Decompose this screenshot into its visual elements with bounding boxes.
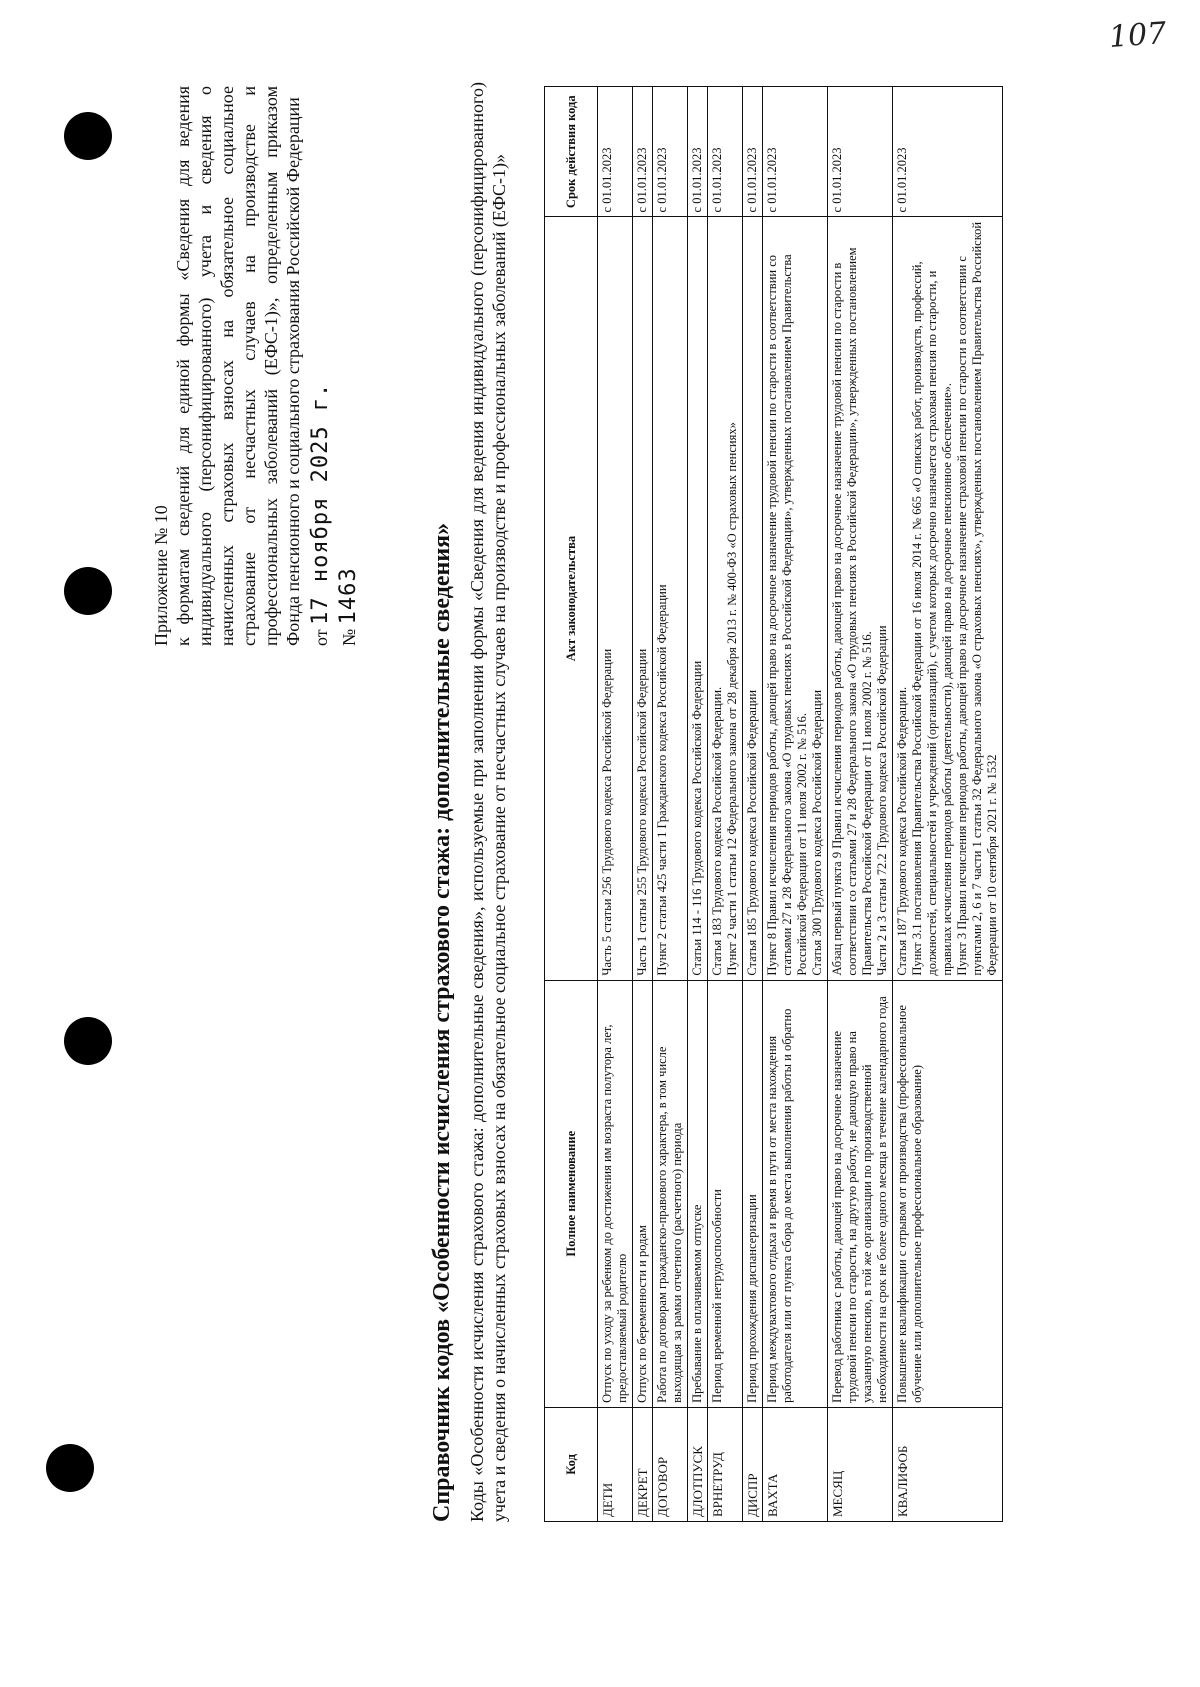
row-full-name: Отпуск по уходу за ребенком до достижения им возраста полутора лет, предоставляемый родителю xyxy=(598,980,633,1407)
document-title: Справочник кодов «Особенности исчисления страхового стажа: дополнительные сведения» xyxy=(429,522,455,1522)
row-code: ДОГОВОР xyxy=(653,1407,688,1521)
header-act: Акт законодательства xyxy=(545,217,598,980)
row-code: МЕСЯЦ xyxy=(828,1407,893,1521)
legal-act-line: Пункт 2 статьи 425 части 1 Гражданского кодекса Российской Федерации xyxy=(655,584,669,976)
rotated-document-page xyxy=(0,50,1200,1530)
row-full-name: Период прохождения диспансеризации xyxy=(743,980,763,1407)
row-valid-from: с 01.01.2023 xyxy=(688,87,708,217)
legal-act-line: Статья 185 Трудового кодекса Российской Федерации xyxy=(745,689,759,976)
row-valid-from: с 01.01.2023 xyxy=(598,87,633,217)
legal-act-line: Пункт 3.1 постановления Правительства Российской Федерации от 16 июля 2014 г. № 665 «О списках работ, производств, профессий, должностей, специальностей и учреждений (организаций), с учетом которых досрочно назначается страховая пенсия по старости, и правилах исчисления периодов работы (деятельности), дающей право на досрочное пенсионное обеспечение». xyxy=(910,261,954,976)
row-legal-act xyxy=(598,217,633,980)
table-row xyxy=(743,87,763,1522)
row-code: ДЕКРЕТ xyxy=(633,1407,653,1521)
table-row xyxy=(708,87,743,1522)
row-legal-act xyxy=(743,217,763,980)
annex-number-line xyxy=(338,86,360,646)
row-code: ДЕТИ xyxy=(598,1407,633,1521)
row-full-name: Повышение квалификации с отрывом от производства (профессиональное обучение или дополнительное профессиональное образование) xyxy=(893,980,1003,1407)
legal-act-line: Абзац первый пункта 9 Правил исчисления периодов работы, дающей право на досрочное назначение трудовой пенсии по старости в соответствии со статьями 27 и 28 Федерального закона «О трудовых пенсиях в Российской Федерации», утвержденных постановлением Правительства Российской Федерации от 11 июля 2002 г. № 516. xyxy=(830,247,874,976)
row-legal-act xyxy=(633,217,653,980)
table-row xyxy=(893,87,1003,1522)
legal-act-line: Пункт 2 части 1 статьи 12 Федерального закона от 28 декабря 2013 г. № 400-ФЗ «О страховых пенсиях» xyxy=(725,422,739,976)
row-legal-act xyxy=(828,217,893,980)
row-code: ДИСПР xyxy=(743,1407,763,1521)
annex-title: Приложение № 10 xyxy=(151,505,171,646)
legal-act-line: Часть 5 статьи 256 Трудового кодекса Российской Федерации xyxy=(600,648,614,976)
row-valid-from: с 01.01.2023 xyxy=(708,87,743,217)
handwritten-page-number: 107 xyxy=(1107,16,1168,55)
annex-number-label: № xyxy=(339,628,359,646)
legal-act-line: Части 2 и 3 статьи 72.2 Трудового кодекса Российской Федерации xyxy=(875,625,889,976)
header-code: Код xyxy=(545,1407,598,1521)
annex-number: 1463 xyxy=(336,567,361,625)
legal-act-line: Статья 183 Трудового кодекса Российской Федерации. xyxy=(710,686,724,976)
row-full-name: Перевод работника с работы, дающей право на досрочное назначение трудовой пенсии по старости, на другую работу, не дающую право на указанную пенсию, в той же организации по производственной необходимости на срок не более одного месяца в течение календарного года xyxy=(828,980,893,1407)
row-legal-act xyxy=(893,217,1003,980)
codes-table xyxy=(544,86,1003,1522)
row-legal-act xyxy=(763,217,828,980)
header-date: Срок действия кода xyxy=(545,87,598,217)
row-legal-act xyxy=(688,217,708,980)
legal-act-line: Статья 187 Трудового кодекса Российской Федерации. xyxy=(895,686,909,976)
annex-date: 17 ноября 2025 г. xyxy=(308,382,333,625)
annex-from-label: от xyxy=(311,629,331,646)
legal-act-line: Статьи 114 - 116 Трудового кодекса Российской Федерации xyxy=(690,660,704,976)
row-code: КВАЛИФОБ xyxy=(893,1407,1003,1521)
row-valid-from: с 01.01.2023 xyxy=(828,87,893,217)
row-code: ВАХТА xyxy=(763,1407,828,1521)
row-full-name: Работа по договорам гражданско-правового характера, в том числе выходящая за рамки отчетного (расчетного) периода xyxy=(653,980,688,1407)
table-row xyxy=(633,87,653,1522)
row-valid-from: с 01.01.2023 xyxy=(743,87,763,217)
legal-act-line: Пункт 3 Правил исчисления периодов работы, дающей право на досрочное назначение страховой пенсии по старости в соответствии с пунктами 2, 6 и 7 части 1 статьи 32 Федерального закона «О страховых пенсиях», утвержденных постановлением Правительства Российской Федерации от 10 сентября 2021 г. № 1532 xyxy=(955,221,999,976)
table-header-row xyxy=(545,87,598,1522)
legal-act-line: Пункт 8 Правил исчисления периодов работы, дающей право на досрочное назначение трудовой пенсии по старости в соответствии со статьями 27 и 28 Федерального закона «О трудовых пенсиях в Российской Федерации», утвержденных постановлением Правительства Российской Федерации от 11 июля 2002 г. № 516. xyxy=(765,254,809,976)
document-intro: Коды «Особенности исчисления страхового стажа: дополнительные сведения», используемые при заполнении формы «Сведения для ведения индивидуального (персонифицированного) учета и сведения о начисленных страховых взносах на обязательное социальное страхование от несчастных случаев на производстве и профессиональных заболеваний (ЕФС-1)» xyxy=(467,82,509,1522)
legal-act-line: Часть 1 статьи 255 Трудового кодекса Российской Федерации xyxy=(635,648,649,976)
row-valid-from: с 01.01.2023 xyxy=(653,87,688,217)
row-full-name: Пребывание в оплачиваемом отпуске xyxy=(688,980,708,1407)
row-legal-act xyxy=(653,217,688,980)
row-code: ДЛОТПУСК xyxy=(688,1407,708,1521)
annex-text: к форматам сведений для единой формы «Сведения для ведения индивидуального (персонифицированного) учета и сведения о начисленных страховых взносах на обязательное социальное страхование от несчастных случаев на производстве и профессиональных заболеваний (ЕФС-1)», определенным приказом Фонда пенсионного и социального страхования Российской Федерации xyxy=(173,86,303,646)
row-valid-from: с 01.01.2023 xyxy=(763,87,828,217)
legal-act-line: Статья 300 Трудового кодекса Российской Федерации xyxy=(810,689,824,976)
row-full-name: Период временной нетрудоспособности xyxy=(708,980,743,1407)
row-code: ВРНЕТРУД xyxy=(708,1407,743,1521)
table-row xyxy=(653,87,688,1522)
table-row xyxy=(763,87,828,1522)
row-full-name: Период междувахтового отдыха и время в пути от места нахождения работодателя или от пункта сбора до места выполнения работы и обратно xyxy=(763,980,828,1407)
row-valid-from: с 01.01.2023 xyxy=(893,87,1003,217)
row-full-name: Отпуск по беременности и родам xyxy=(633,980,653,1407)
table-row xyxy=(828,87,893,1522)
annex-block xyxy=(150,86,360,646)
header-name: Полное наименование xyxy=(545,980,598,1407)
row-legal-act xyxy=(708,217,743,980)
codes-table-body xyxy=(598,87,1003,1522)
table-row xyxy=(688,87,708,1522)
annex-date-line xyxy=(310,86,332,646)
table-row xyxy=(598,87,633,1522)
row-valid-from: с 01.01.2023 xyxy=(633,87,653,217)
